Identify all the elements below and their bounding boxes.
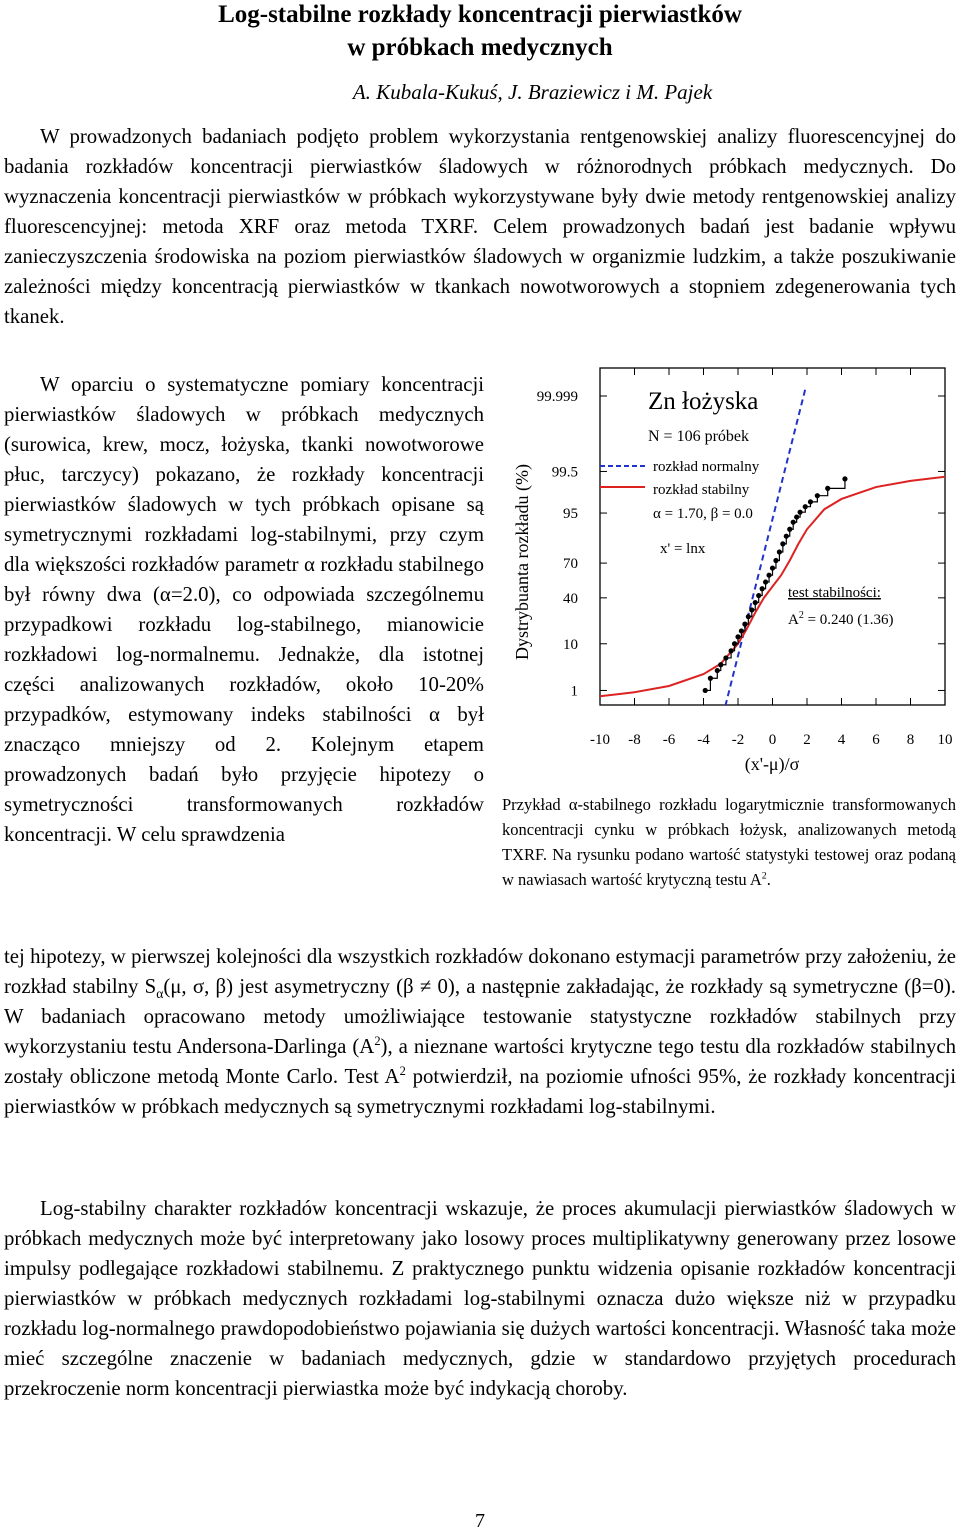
y-tick-label: 99.5 <box>551 464 578 481</box>
data-point <box>708 676 713 681</box>
caption-text: Przykład α-stabilnego rozkładu logarytmicznie transformowanych koncentracji cynku w próbkach łożysk, analizowanych metodą TXRF. Na rysunku podano wartość statystyki testowej oraz podaną w nawiasach wartość krytyczną testu A <box>502 795 956 889</box>
data-point <box>787 527 792 532</box>
y-tick-label: 1 <box>570 683 578 700</box>
p2-text-d: potwierdził, na poziomie ufności 95%, że rozkłady koncentracji pierwiastków w próbkach medycznych są symetrycznymi rozkładami log-stabilnymi. <box>4 1065 956 1118</box>
x-tick-label: 6 <box>872 732 880 748</box>
data-point <box>735 634 740 639</box>
annotation-test-label: test stabilności: <box>788 585 881 601</box>
x-tick-label: -4 <box>697 732 710 748</box>
annotation-transform: x' = lnx <box>660 541 706 557</box>
x-tick-label: 4 <box>837 732 846 748</box>
title-line-1: Log-stabilne rozkłady koncentracji pierwiastków <box>218 1 742 28</box>
data-point <box>777 549 782 554</box>
annotation-params: α = 1.70, β = 0.0 <box>653 506 753 522</box>
x-axis-label: (x'-μ)/σ <box>744 754 800 774</box>
data-point <box>803 504 808 509</box>
data-point <box>749 607 754 612</box>
p2-text-c: ), a nieznane wartości krytyczne tego testu dla rozkładów stabilnych zostały obliczone metodą Monte Carlo. Test A <box>4 1035 956 1088</box>
page-number: 7 <box>475 1510 485 1532</box>
data-point <box>753 600 758 605</box>
data-point <box>808 499 813 504</box>
x-tick-label: 2 <box>803 732 811 748</box>
p2-text-a: tej hipotezy, w pierwszej kolejności dla wszystkich rozkładów dokonano estymacji parametrów przy założeniu, że rozkład stabilny S <box>4 945 956 998</box>
y-tick-label: 40 <box>563 590 578 607</box>
data-point <box>732 641 737 646</box>
series-stable <box>600 477 945 697</box>
data-point <box>723 655 728 660</box>
y-axis-label: Dystrybuanta rozkładu (%) <box>512 464 532 660</box>
data-point <box>715 668 720 673</box>
annotation-n: N = 106 próbek <box>648 428 750 445</box>
data-point <box>794 514 799 519</box>
figure-caption <box>502 792 956 892</box>
probability-plot <box>500 360 960 780</box>
data-point <box>718 662 723 667</box>
paper-title <box>0 0 960 63</box>
data-point <box>773 558 778 563</box>
data-point <box>780 541 785 546</box>
annotation-test-value <box>788 610 894 628</box>
data-point <box>784 534 789 539</box>
data-point <box>766 573 771 578</box>
p2-sub-alpha: α <box>156 986 164 1002</box>
y-tick-label: 10 <box>563 636 578 653</box>
x-tick-label: -8 <box>628 732 641 748</box>
data-point <box>770 565 775 570</box>
x-tick-label: 8 <box>906 732 915 748</box>
plot-border <box>600 368 945 705</box>
data-point <box>760 586 765 591</box>
y-tick-label: 99.999 <box>536 388 578 405</box>
p2-sup-2: 2 <box>399 1064 406 1079</box>
data-point <box>703 688 708 693</box>
data-point <box>746 614 751 619</box>
data-point <box>756 593 761 598</box>
chart-title: Zn łożyska <box>648 388 759 415</box>
data-point <box>729 648 734 653</box>
data-point <box>791 520 796 525</box>
x-tick-label: 0 <box>768 732 777 748</box>
title-line-2: w próbkach medycznych <box>347 34 613 61</box>
test-value-rest: = 0.240 (1.36) <box>803 612 894 628</box>
data-point <box>798 510 803 515</box>
y-tick-label: 95 <box>563 506 578 523</box>
x-tick-label: -6 <box>662 732 676 748</box>
p2-text-b: (μ, σ, β) jest asymetryczny (β ≠ 0), a następnie zakładając, że rozkłady są symetryczne (β=0). W badaniach opracowano metody umożliwiające testowanie statystyczne rozkładów stabilnych przy wykorzystaniu testu Andersona-Darlinga (A <box>4 975 957 1058</box>
data-point <box>739 628 744 633</box>
x-tick-label: 10 <box>937 732 953 748</box>
legend-stable-label: rozkład stabilny <box>653 482 750 498</box>
data-point <box>763 579 768 584</box>
caption-end: . <box>766 870 771 889</box>
test-value-sup: 2 <box>798 610 804 621</box>
paragraph-2-continued <box>4 942 956 1122</box>
data-point <box>742 622 747 627</box>
y-tick-label: 70 <box>563 556 578 573</box>
data-point <box>842 476 847 481</box>
plot-frame <box>600 368 945 705</box>
data-point <box>815 493 820 498</box>
x-tick-label: -2 <box>731 732 745 748</box>
paragraph-3: Log-stabilny charakter rozkładów koncentracji wskazuje, że proces akumulacji pierwiastków śladowych w próbkach medycznych może być interpretowany jako losowy proces multiplikatywny generowany przez losowe impulsy podlegające rozkładowi stabilnemu. Z praktycznego punktu widzenia opisanie rozkładów koncentracji pierwiastków w próbkach medycznych rozkładami log-stabilnymi oznacza dużo większe niż w przypadku rozkładu log-normalnego prawdopodobieństwo pojawiania się dużych wartości koncentracji. Własność taka może mieć szczególne znaczenie w badaniach medycznych, gdzie w standardowo przyjętych procedurach przekroczenie norm koncentracji pierwiastka może być indykacją choroby. <box>4 1197 956 1400</box>
paragraph-1: W prowadzonych badaniach podjęto problem wykorzystania rentgenowskiej analizy fluorescencyjnej do badania rozkładów koncentracji pierwiastków śladowych w różnorodnych próbkach medycznych. Do wyznaczenia koncentracji pierwiastków w próbkach wykorzystywane były dwie metody rentgenowskiej analizy fluorescencyjnej: metoda XRF oraz metoda TXRF. Celem prowadzonych badań jest badanie wpływu zanieczyszczenia środowiska na poziom pierwiastków śladowych w organizmie ludzkim, a także poszukiwanie zależności między koncentracją pierwiastków w tkankach nowotworowych a stopniem zdegenerowania tych tkanek. <box>4 125 956 328</box>
paragraph-2-column: W oparciu o systematyczne pomiary koncentracji pierwiastków śladowych w próbkach medycznych (surowica, krew, mocz, łożyska, tkanki nowotworowe płuc, tarczycy) pokazano, że rozkłady koncentracji pierwiastków śladowych w tych próbkach opisane są symetrycznymi rozkładami log-stabilnymi, przy czym dla większości rozkładów parametr α rozkładu stabilnego był równy dwa (α=2.0), co odpowiada szczególnemu przypadkowi rozkładu log-stabilnego, mianowicie rozkładowi log-normalnemu. Jednakże, dla istotnej części analizowanych rozkładów, około 10-20% przypadków, estymowany indeks stabilności α był znacząco mniejszy od 2. Kolejnym etapem prowadzonych badań było przyjęcie hipotezy o symetryczności transformowanych rozkładów koncentracji. W celu sprawdzenia <box>4 373 484 846</box>
x-tick-label: -10 <box>590 732 610 748</box>
caption-sup: 2 <box>761 870 767 882</box>
data-point <box>825 486 830 491</box>
p2-sup-1: 2 <box>374 1034 381 1049</box>
legend-normal-label: rozkład normalny <box>653 459 760 475</box>
test-value-a: A <box>788 612 799 628</box>
authors: A. Kubala-Kukuś, J. Braziewicz i M. Pajek <box>352 80 713 104</box>
